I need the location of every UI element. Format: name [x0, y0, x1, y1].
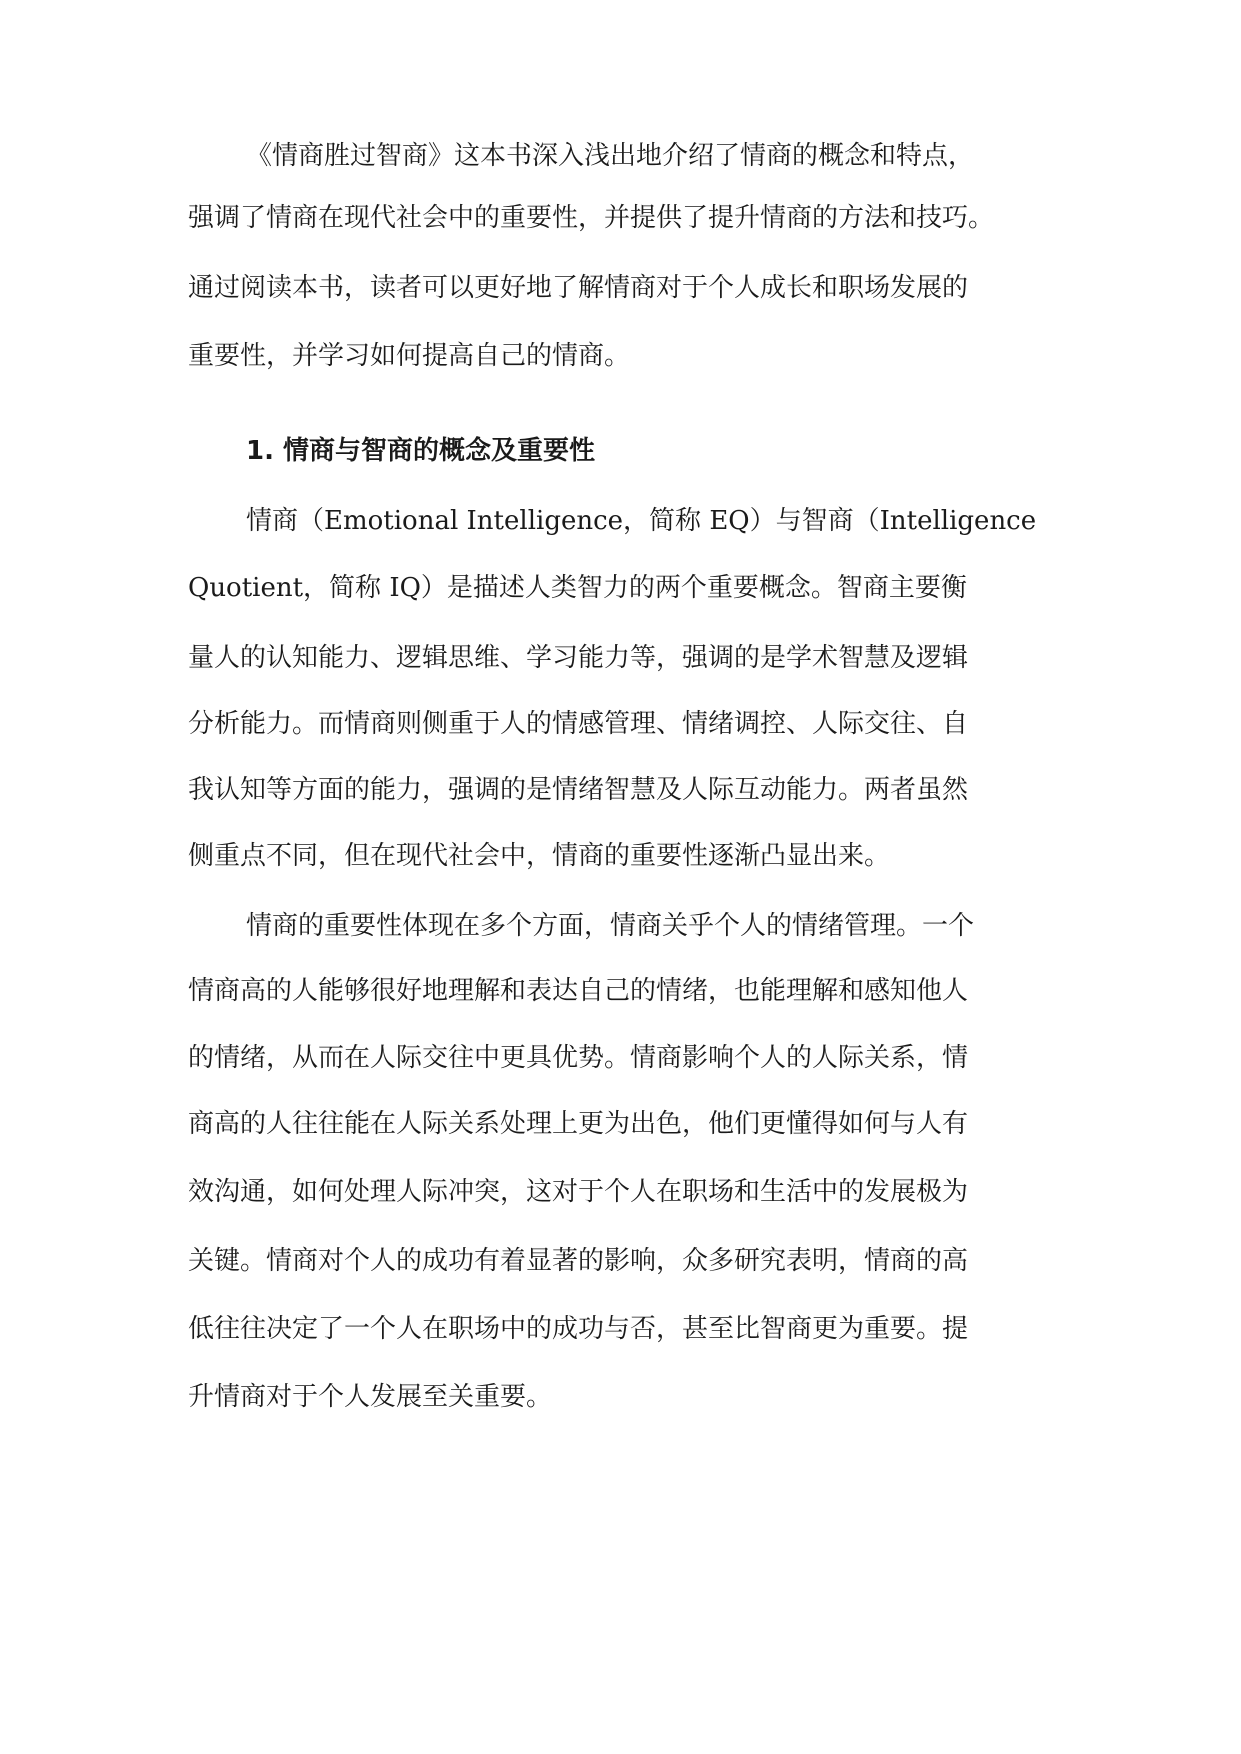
paragraph-line: 强调了情商在现代社会中的重要性，并提供了提升情商的方法和技巧。	[188, 203, 995, 233]
paragraph-line: 效沟通，如何处理人际冲突，这对于个人在职场和生活中的发展极为	[188, 1177, 969, 1207]
paragraph-line: 商高的人往往能在人际关系处理上更为出色，他们更懂得如何与人有	[188, 1109, 969, 1139]
paragraph-line: 重要性，并学习如何提高自己的情商。	[188, 341, 631, 371]
paragraph-line: 《情商胜过智商》这本书深入浅出地介绍了情商的概念和特点，	[246, 141, 975, 171]
paragraph-line: 升情商对于个人发展至关重要。	[188, 1382, 553, 1412]
paragraph-line: 侧重点不同，但在现代社会中，情商的重要性逐渐凸显出来。	[188, 841, 891, 871]
paragraph-line: 我认知等方面的能力，强调的是情绪智慧及人际互动能力。两者虽然	[188, 775, 969, 805]
paragraph-line: 分析能力。而情商则侧重于人的情感管理、情绪调控、人际交往、自	[188, 709, 969, 739]
paragraph-line: 量人的认知能力、逻辑思维、学习能力等，强调的是学术智慧及逻辑	[188, 643, 969, 673]
paragraph-line: 情商的重要性体现在多个方面，情商关乎个人的情绪管理。一个	[246, 911, 975, 941]
paragraph-line: 低往往决定了一个人在职场中的成功与否，甚至比智商更为重要。提	[188, 1314, 969, 1344]
paragraph-line: 关键。情商对个人的成功有着显著的影响，众多研究表明，情商的高	[188, 1246, 969, 1276]
section-heading: 1. 情商与智商的概念及重要性	[246, 436, 596, 466]
paragraph-line: Quotient，简称 IQ）是描述人类智力的两个重要概念。智商主要衡	[188, 573, 967, 603]
paragraph-line: 情商高的人能够很好地理解和表达自己的情绪，也能理解和感知他人	[188, 976, 969, 1006]
paragraph-line: 的情绪，从而在人际交往中更具优势。情商影响个人的人际关系，情	[188, 1043, 969, 1073]
paragraph-line: 情商（Emotional Intelligence，简称 EQ）与智商（Intelligence	[246, 506, 1037, 536]
paragraph-line: 通过阅读本书，读者可以更好地了解情商对于个人成长和职场发展的	[188, 273, 969, 303]
